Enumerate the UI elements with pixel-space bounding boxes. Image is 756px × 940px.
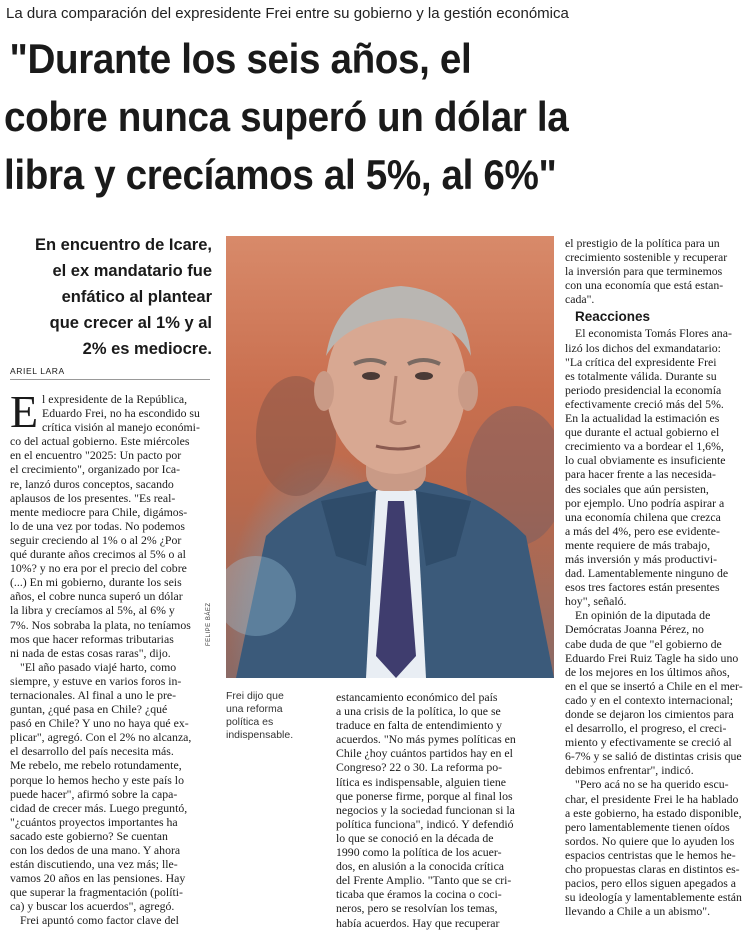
text-line: más inversión y más productivi- <box>565 551 718 566</box>
text-line: política funciona", indicó. Y defendió <box>336 816 514 831</box>
text-line: están discutiendo, una vez más; lle- <box>10 857 178 872</box>
text-line: vamos 20 años en las pensiones. Hay <box>10 871 186 886</box>
text-line: guntan, ¿qué pasa en Chile? ¿qué <box>10 702 168 717</box>
text-line: cho propuestas claras en distintos es- <box>565 862 740 877</box>
text-line: l expresidente de la República, <box>42 392 188 406</box>
article-column-2 <box>336 690 552 930</box>
text-line: ternacionales. Al final a uno le pre- <box>10 687 177 702</box>
text-line: sacado este gobierno? Se cuentan <box>10 828 168 843</box>
text-line: acuerdos. "No más pymes políticas en <box>336 732 516 747</box>
text-line: que ponerse firme, porque al final los <box>336 788 513 803</box>
text-line: En opinión de la diputada de <box>575 608 711 623</box>
text-line: que superar la fragmentación (políti- <box>10 885 183 900</box>
text-line: neros, pero se resolvían los temas, <box>336 901 498 916</box>
text-line: Me rebelo, me rebelo rotundamente, <box>10 758 182 773</box>
text-line: pasó en Chile? Y uno no haya qué ex- <box>10 716 189 731</box>
text-line: la inversión para que terminemos <box>565 264 723 279</box>
text-line: llevando a Chile a un abismo". <box>565 904 711 919</box>
text-line: mos que hacer reformas tributarias <box>10 631 174 646</box>
text-line: 1990 como la política de los acuer- <box>336 845 502 860</box>
caption-line: una reforma <box>226 703 283 715</box>
text-line: "El año pasado viajé harto, como <box>20 659 177 674</box>
deck-line: 2% es mediocre. <box>82 340 212 358</box>
text-line: lizó los dichos del exmandatario: <box>565 340 721 355</box>
text-line: espacios centristas que le hemos he- <box>565 847 736 862</box>
text-line: es totalmente válida. Durante su <box>565 368 717 383</box>
text-line: ni nada de estas cosas raras", dijo. <box>10 645 171 660</box>
text-line: el desarrollo, el progreso, el creci- <box>565 721 727 736</box>
text-line: sordos. No quiere que lo ayuden los <box>565 833 735 848</box>
text-line: pero lamentablemente tienen oídos <box>565 819 730 834</box>
text-line: en el encuentro "2025: Un pacto por <box>10 448 182 463</box>
headline-line: cobre nunca superó un dólar la <box>4 93 569 140</box>
text-line: 6-7% y se salió de distintas crisis que <box>565 749 742 764</box>
deck-line: enfático al plantear <box>61 288 212 306</box>
dropcap: E <box>10 386 39 437</box>
text-line: la libra y crecíamos al 5%, al 6% y <box>10 603 175 618</box>
text-line: el desarrollo del país necesita más. <box>10 744 174 759</box>
text-line: re, lanzó duros conceptos, sacando <box>10 476 174 491</box>
text-line: de los mejores en los últimos años, <box>565 664 730 679</box>
text-line: dos, en alusión a la conocida crítica <box>336 859 505 874</box>
caption-line: política es <box>226 716 274 728</box>
text-line: el prestigio de la política para un <box>565 236 720 250</box>
portrait-photo <box>226 236 554 678</box>
headline-line: "Durante los seis años, el <box>9 35 472 82</box>
text-line: 7%. Nos sobraba la plata, no teníamos <box>10 617 191 632</box>
text-line: cado y en el contexto internacional; <box>565 692 734 707</box>
text-line: Congreso? 22 o 30. La reforma po- <box>336 760 503 775</box>
headline-line: libra y crecíamos al 5%, al 6%" <box>4 151 557 198</box>
text-line: a más del 4%, pero ese evidente- <box>565 523 720 538</box>
text-line: porque lo hemos hecho y este país lo <box>10 772 184 787</box>
text-line: ca) y buscar los acuerdos", agregó. <box>10 899 175 914</box>
text-line: años, el cobre nunca superó un dólar <box>10 589 183 604</box>
text-line: aplausos de los presentes. "Es real- <box>10 490 176 505</box>
text-line: qué durante años crecimos al 5% o al <box>10 547 186 562</box>
article-column-3 <box>565 236 749 918</box>
text-line: El economista Tomás Flores ana- <box>575 326 732 341</box>
byline: ARIEL LARA <box>10 366 210 380</box>
text-line: 10%? y no era por el precio del cobre <box>10 561 187 576</box>
text-line: traduce en falta de entendimiento y <box>336 718 503 733</box>
text-line: crecimiento va a bordear el 1,6%, <box>565 439 724 454</box>
photo-credit: FELIPE BÁEZ <box>206 602 212 646</box>
text-line: (...) En mi gobierno, durante los seis <box>10 575 182 590</box>
text-line: su ideología y lamentablemente están <box>565 890 742 905</box>
deck-line: el ex mandatario fue <box>52 262 212 280</box>
text-line: char, el presidente Frei le ha hablado <box>565 791 739 806</box>
text-line: puede hacer", afirmó sobre la capa- <box>10 786 178 801</box>
text-line: había acuerdos. Hay que recuperar <box>336 915 500 930</box>
text-line: miento y efectivamente se creció al <box>565 735 732 750</box>
text-line: a este gobierno, ha estado disponible, <box>565 805 742 820</box>
text-line: cidad de crecer más. Luego preguntó, <box>10 800 188 815</box>
text-line: "¿cuántos proyectos importantes ha <box>10 814 178 829</box>
text-line: plicar", agregó. Con el 2% no alcanza, <box>10 730 192 745</box>
photo-caption <box>226 690 326 742</box>
text-line: crecimiento sostenible y recuperar <box>565 250 728 265</box>
text-line: donde se dejaron los cimientos para <box>565 707 734 721</box>
text-line: siempre, y estuve en varios foros in- <box>10 673 182 688</box>
text-line: crítica visión al manejo económi- <box>42 420 200 435</box>
text-line: Eduardo Frei, no ha escondido su <box>42 406 200 421</box>
deck-line: En encuentro de Icare, <box>35 236 212 254</box>
text-line: negocios y la sociedad funcionan si la <box>336 802 515 817</box>
text-line: "La crítica del expresidente Frei <box>565 354 717 369</box>
text-line: hoy", señaló. <box>565 594 627 609</box>
article-column-1 <box>10 386 210 928</box>
text-line: lítica es indispensable, alguien tiene <box>336 774 507 789</box>
text-line: seguir creciendo al 1% o al 2% ¿Por <box>10 532 182 547</box>
text-line: lo que se conoció en la década de <box>336 830 494 845</box>
kicker: La dura comparación del expresidente Frei entre su gobierno y la gestión económica <box>6 5 569 22</box>
text-line: des sociales que aún persisten, <box>565 481 709 496</box>
text-line: para hacer frente a las necesida- <box>565 467 716 482</box>
text-line: En la actualidad la estimación es <box>565 411 720 426</box>
text-line: debimos enfrentar", indicó. <box>565 763 694 778</box>
text-line: que durante el actual gobierno el <box>565 425 720 440</box>
text-line: por ejemplo. Uno podría aspirar a <box>565 495 725 510</box>
text-line: con una economía que está estan- <box>565 278 724 293</box>
text-line: efectivamente creció más del 5%. <box>565 396 724 411</box>
text-line: estancamiento económico del país <box>336 690 498 704</box>
text-line: cabe duda de que "el gobierno de <box>565 636 722 651</box>
text-line: lo de una vez por todas. No podemos <box>10 518 185 533</box>
text-line: dad. Lamentablemente ninguno de <box>565 566 729 581</box>
text-line: a una crisis de la política, lo que se <box>336 704 501 719</box>
text-line: mente mediocre para Chile, digámos- <box>10 504 188 519</box>
text-line: Demócratas Joanna Pérez, no <box>565 622 704 637</box>
portrait-illustration <box>226 236 554 678</box>
caption-line: indispensable. <box>226 729 294 741</box>
text-line: pacios, pero ellos siguen apegados a <box>565 876 737 891</box>
text-line: esos tres factores están presentes <box>565 580 720 595</box>
text-line: una economía chilena que crezca <box>565 509 721 524</box>
deck-line: que crecer al 1% y al <box>49 314 212 332</box>
text-line: el crecimiento", organizado por Ica- <box>10 462 181 477</box>
text-line: Chile ¿hoy cuántos partidos hay en el <box>336 746 513 761</box>
text-line: Eduardo Frei Ruiz Tagle ha sido uno <box>565 650 739 665</box>
text-line: cada". <box>565 292 595 307</box>
text-line: periodo presidencial la economía <box>565 382 722 397</box>
text-line: lo cual obviamente es insuficiente <box>565 453 726 468</box>
text-line: mente requiere de más trabajo, <box>565 537 711 552</box>
headline <box>4 30 692 204</box>
subhead-reacciones: Reacciones <box>575 309 651 325</box>
text-line: con los dedos de una mano. Y ahora <box>10 843 181 857</box>
text-line: en el que se insertó a Chile en el mer- <box>565 678 743 693</box>
deck <box>4 232 212 362</box>
text-line: del Frente Amplio. "Tanto que se cri- <box>336 873 512 888</box>
caption-line: Frei dijo que <box>226 690 284 702</box>
text-line: ticaba que éramos la cocina o coci- <box>336 887 502 902</box>
text-line: co del actual gobierno. Este miércoles <box>10 434 190 449</box>
text-line: "Pero acá no se ha querido escu- <box>575 777 729 792</box>
text-line: Frei apuntó como factor clave del <box>20 913 179 928</box>
